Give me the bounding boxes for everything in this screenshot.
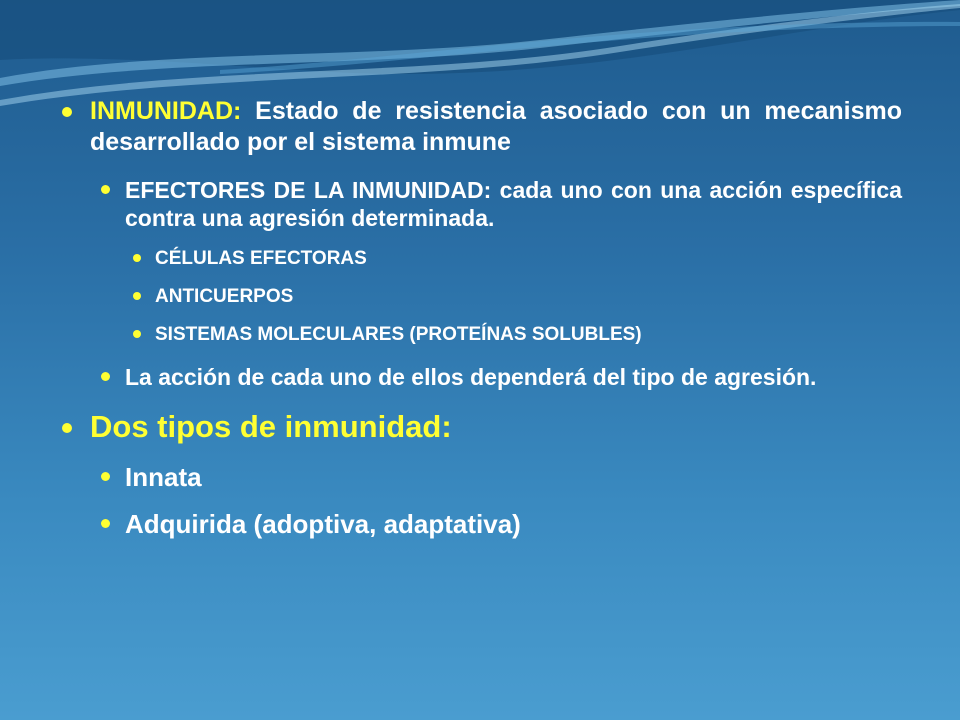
bullet-dot-icon [101, 519, 110, 528]
list-item-sistemas: SISTEMAS MOLECULARES (PROTEÍNAS SOLUBLES) [133, 324, 902, 346]
bullet-dot-icon [101, 472, 110, 481]
bullet-dot-icon [133, 330, 141, 338]
list-item-anticuerpos: ANTICUERPOS [133, 286, 902, 308]
definition-inmunidad: Estado de resistencia asociado con un mecanismo desarrollado por el sistema inmune [90, 97, 902, 156]
bullet-dot-icon [133, 254, 141, 262]
bullet-dos-tipos: Dos tipos de inmunidad: [60, 409, 902, 445]
bullet-inmunidad [60, 96, 902, 158]
bullet-dot-icon [62, 107, 72, 117]
bullet-adquirida: Adquirida (adoptiva, adaptativa) [101, 508, 902, 540]
bullet-accion: La acción de cada uno de ellos dependerá del tipo de agresión. [101, 363, 902, 391]
bullet-efectores: EFECTORES DE LA INMUNIDAD: cada uno con una acción específica contra una agresión determinada. [101, 176, 902, 232]
bullet-dot-icon [101, 185, 110, 194]
bullet-dot-icon [62, 423, 72, 433]
list-item-celulas: CÉLULAS EFECTORAS [133, 248, 902, 270]
bullet-dot-icon [133, 292, 141, 300]
bullet-dot-icon [101, 372, 110, 381]
slide-body [60, 96, 902, 540]
bullet-innata: Innata [101, 461, 902, 493]
term-inmunidad: INMUNIDAD: [90, 97, 242, 125]
